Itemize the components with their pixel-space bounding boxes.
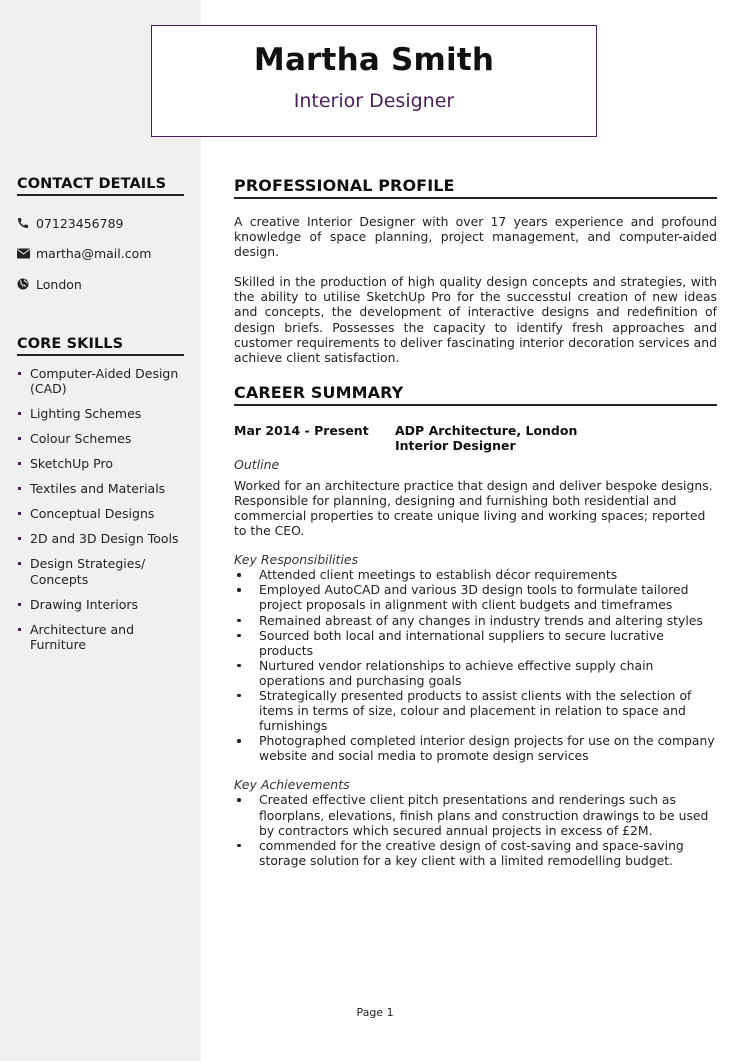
job-dates: Mar 2014 - Present [234,422,369,438]
job-company: ADP Architecture, London [395,422,578,438]
profile-paragraph: A creative Interior Designer with over 17 years experience and profound knowledge of space planning, project management, and computer-aided design. [234,214,717,260]
outline-label: Outline [234,456,280,472]
main-content [234,176,717,868]
contact-email-text: martha@mail.com [36,246,152,262]
responsibility-item: Employed AutoCAD and various 3D design tools to formulate tailored project proposals in alignment with client budgets and timeframes [234,582,717,612]
job-details [395,423,577,453]
skill-item: Colour Schemes [17,431,184,446]
responsibility-item: Photographed completed interior design projects for use on the company website and social media to promote design services [234,733,717,763]
contact-list [17,208,184,300]
page-number: Page 1 [356,1006,394,1019]
skill-item: 2D and 3D Design Tools [17,531,184,546]
responsibility-item: Attended client meetings to establish décor requirements [234,567,717,582]
responsibilities-list [234,567,717,763]
skill-item: Lighting Schemes [17,406,184,421]
job-header [234,423,717,453]
skill-item: Design Strategies/ Concepts [17,556,184,586]
candidate-title: Interior Designer [293,90,455,112]
achievement-item: Created effective client pitch presentations and renderings such as floorplans, elevations, finish plans and construction drawings to be used by contractors which secured annual projects in excess of £2M. [234,792,717,837]
skill-item: Computer-Aided Design (CAD) [17,366,184,396]
envelope-icon [17,248,36,259]
profile-paragraph: Skilled in the production of high quality design concepts and strategies, with the ability to utilise SketchUp Pro for the successtul creation of new ideas and concepts, the development of interactive designs and redefinition of design briefs. Possesses the capacity to identify fresh approaches and customer requirements to deliver fascinating interior decoration services and achieve client satisfaction. [234,274,717,365]
responsibility-item: Sourced both local and international suppliers to secure lucrative products [234,628,717,658]
achievement-item: commended for the creative design of cost-saving and space-saving storage solution for a key client with a limited remodelling budget. [234,838,717,868]
contact-phone-text: 07123456789 [36,215,124,231]
responsibility-item: Nurtured vendor relationships to achieve effective supply chain operations and purchasing goals [234,658,717,688]
achievements-label: Key Achievements [234,777,350,793]
globe-icon [17,278,36,290]
career-heading: CAREER SUMMARY [234,383,717,406]
job-outline: Worked for an architecture practice that design and deliver bespoke designs. Responsible for planning, designing and furnishing both residential and commercial properties to create unique living and working spaces; reported to the CEO. [234,477,713,539]
contact-email[interactable] [17,239,184,270]
phone-icon [17,217,36,229]
name-header-box [151,25,597,137]
contact-heading: CONTACT DETAILS [17,176,184,196]
skill-item: SketchUp Pro [17,456,184,471]
skill-item: Textiles and Materials [17,481,184,496]
skill-item: Architecture and Furniture [17,622,184,652]
sidebar [17,176,184,662]
skills-list [17,366,184,653]
profile-heading: PROFESSIONAL PROFILE [234,176,717,199]
responsibilities-label: Key Responsibilities [234,552,359,568]
contact-phone[interactable] [17,208,184,239]
skills-heading: CORE SKILLS [17,336,184,356]
responsibility-item: Remained abreast of any changes in industry trends and altering styles [234,613,717,628]
responsibility-item: Strategically presented products to assist clients with the selection of items in terms of size, colour and placement in relation to space and furnishings [234,688,717,733]
skill-item: Drawing Interiors [17,597,184,612]
achievements-list [234,792,717,867]
job-position: Interior Designer [395,437,516,453]
contact-location-text: London [36,276,82,292]
contact-location [17,269,184,300]
candidate-name: Martha Smith [253,42,495,78]
skill-item: Conceptual Designs [17,506,184,521]
